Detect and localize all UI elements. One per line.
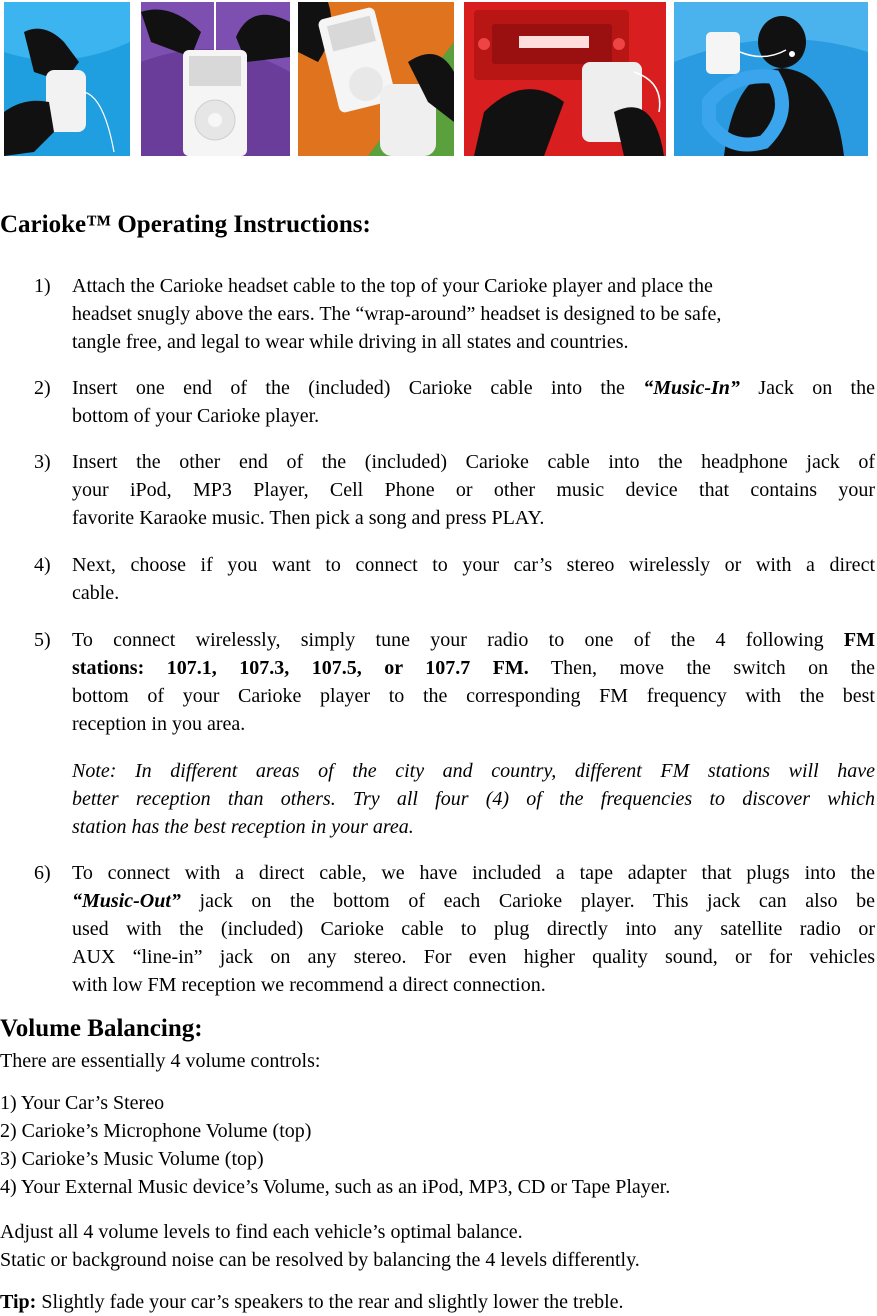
step-text-line <box>72 374 875 402</box>
volume-list-item: 3) Carioke’s Music Volume (top) <box>0 1148 264 1170</box>
step-text-line: with low FM reception we recommend a direct connection. <box>72 974 546 996</box>
page-title: Carioke™ Operating Instructions: <box>0 211 371 238</box>
step-text-line: cable. <box>72 582 120 604</box>
step-text-line: To connect with a direct cable, we have included a tape adapter that plugs into the <box>72 862 875 884</box>
volume-intro: There are essentially 4 volume controls: <box>0 1050 321 1072</box>
music-out-label: “Music-Out” <box>72 890 181 912</box>
step-text-line: bottom of your Carioke player to the corresponding FM frequency with the best <box>72 685 875 707</box>
step-text: jack on the bottom of each Carioke player. This jack can also be <box>180 890 875 912</box>
photo-hands-player-blue <box>4 2 130 156</box>
photo-player-green <box>298 2 454 156</box>
step-text: Then, move the switch on the <box>528 657 875 679</box>
step-number: 3) <box>34 451 51 473</box>
photo-driver-blue <box>674 2 868 156</box>
photo-ipod-purple <box>141 2 290 156</box>
step-text-line: favorite Karaoke music. Then pick a song and press PLAY. <box>72 507 545 529</box>
note-line: station has the best reception in your area. <box>72 816 414 838</box>
step-text-line: Insert the other end of the (included) Carioke cable into the headphone jack of <box>72 451 875 473</box>
step-text-line: used with the (included) Carioke cable to plug directly into any satellite radio or <box>72 918 875 940</box>
note-line: Note: In different areas of the city and country, different FM stations will have <box>72 760 875 782</box>
volume-list-item: 1) Your Car’s Stereo <box>0 1092 165 1114</box>
volume-list-item: 4) Your External Music device’s Volume, such as an iPod, MP3, CD or Tape Player. <box>0 1176 671 1198</box>
step-text-line <box>72 626 875 654</box>
step-text-line: bottom of your Carioke player. <box>72 405 320 427</box>
tip-line <box>0 1288 624 1316</box>
step-number: 5) <box>34 629 51 651</box>
fm-label: FM <box>843 629 875 651</box>
tip-text: Slightly fade your car’s speakers to the rear and slightly lower the treble. <box>36 1291 624 1313</box>
volume-list-item: 2) Carioke’s Microphone Volume (top) <box>0 1120 312 1142</box>
adjust-line: Adjust all 4 volume levels to find each vehicle’s optimal balance. <box>0 1221 523 1243</box>
tip-label: Tip: <box>0 1291 37 1313</box>
step-text-line: AUX “line-in” jack on any stereo. For even higher quality sound, or for vehicles <box>72 946 875 968</box>
step-number: 6) <box>34 862 51 884</box>
step-number: 1) <box>34 275 51 297</box>
music-in-label: “Music-In” <box>643 377 740 399</box>
step-text: Insert one end of the (included) Carioke cable into the <box>72 377 644 399</box>
step-text-line: headset snugly above the ears. The “wrap-around” headset is designed to be safe, <box>72 303 722 325</box>
step-number: 4) <box>34 554 51 576</box>
adjust-line: Static or background noise can be resolved by balancing the 4 levels differently. <box>0 1249 640 1271</box>
step-text: Jack on the <box>739 377 875 399</box>
photo-strip <box>0 0 877 160</box>
step-text-line: Next, choose if you want to connect to your car’s stereo wirelessly or with a direct <box>72 554 875 576</box>
fm-stations-list: stations: 107.1, 107.3, 107.5, or 107.7 FM. <box>72 657 529 679</box>
step-text-line: your iPod, MP3 Player, Cell Phone or other music device that contains your <box>72 479 875 501</box>
section-title: Volume Balancing: <box>0 1015 203 1042</box>
step-text-line: reception in you area. <box>72 713 246 735</box>
step-text-line <box>72 654 875 682</box>
step-text-line: Attach the Carioke headset cable to the top of your Carioke player and place the <box>72 275 713 297</box>
step-text: To connect wirelessly, simply tune your radio to one of the 4 following <box>72 629 844 651</box>
note-line: better reception than others. Try all four (4) of the frequencies to discover which <box>72 788 875 810</box>
step-text-line <box>72 887 875 915</box>
photo-car-radio-red <box>464 2 666 156</box>
step-text-line: tangle free, and legal to wear while driving in all states and countries. <box>72 331 629 353</box>
step-number: 2) <box>34 377 51 399</box>
